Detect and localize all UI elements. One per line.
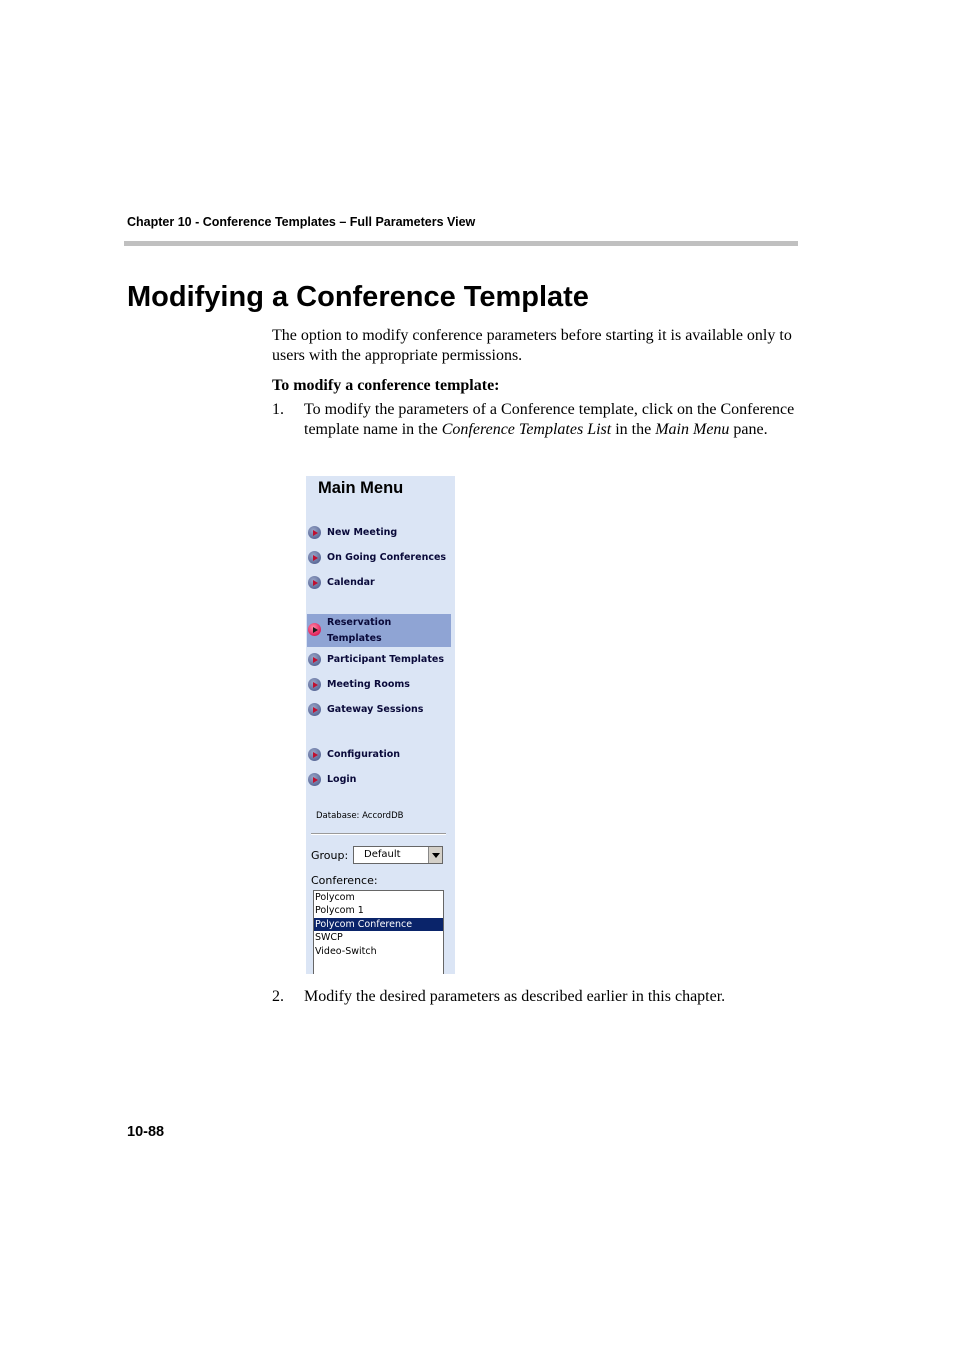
chevron-down-icon[interactable] xyxy=(428,847,442,863)
conference-option-selected[interactable]: Polycom Conference xyxy=(314,918,443,931)
conference-label: Conference: xyxy=(311,874,378,887)
menu-item-label: Configuration xyxy=(327,749,401,760)
arrow-bullet-icon xyxy=(308,773,321,786)
arrow-bullet-icon xyxy=(308,703,321,716)
procedure-heading: To modify a conference template: xyxy=(272,377,500,394)
menu-item-participant-templates[interactable] xyxy=(308,650,451,670)
arrow-bullet-icon xyxy=(308,576,321,589)
intro-paragraph: The option to modify conference parameters before starting it is available only to users with the appropriate permissions. xyxy=(272,327,792,364)
menu-item-login[interactable] xyxy=(308,770,451,790)
menu-item-configuration[interactable] xyxy=(308,745,451,765)
menu-item-label: New Meeting xyxy=(327,527,398,538)
arrow-bullet-icon xyxy=(308,623,321,636)
menu-item-calendar[interactable] xyxy=(308,573,451,593)
database-label: Database: AccordDB xyxy=(316,811,404,821)
main-menu-title: Main Menu xyxy=(318,479,404,497)
group-label: Group: xyxy=(311,849,349,862)
chapter-header: Chapter 10 - Conference Templates – Full Parameters View xyxy=(127,215,476,229)
arrow-bullet-icon xyxy=(308,678,321,691)
arrow-bullet-icon xyxy=(308,748,321,761)
main-menu-screenshot xyxy=(306,476,455,974)
header-rule xyxy=(124,241,798,246)
menu-item-label: Participant Templates xyxy=(327,654,444,665)
step-number: 1. xyxy=(272,401,284,418)
menu-item-label: Calendar xyxy=(327,577,375,588)
step-text-part: To modify the parameters of a Conference template, click on the Conference template name in the xyxy=(304,401,795,438)
menu-item-on-going-conferences[interactable] xyxy=(308,548,451,568)
step-number: 2. xyxy=(272,988,284,1005)
menu-item-label: Reservation Templates xyxy=(327,617,392,644)
menu-item-new-meeting[interactable] xyxy=(308,523,451,543)
menu-item-label: Meeting Rooms xyxy=(327,679,410,690)
page-title: Modifying a Conference Template xyxy=(127,281,589,313)
menu-item-meeting-rooms[interactable] xyxy=(308,675,451,695)
arrow-bullet-icon xyxy=(308,653,321,666)
page-number: 10-88 xyxy=(127,1124,165,1140)
conference-option[interactable]: Polycom xyxy=(315,892,355,903)
conference-option[interactable]: SWCP xyxy=(315,932,343,944)
step-text xyxy=(304,400,797,440)
step-emphasis: Conference Templates List xyxy=(441,421,612,438)
menu-item-reservation-templates[interactable] xyxy=(307,614,451,647)
group-select-value: Default xyxy=(364,849,401,860)
step-emphasis: Main Menu xyxy=(655,421,730,438)
arrow-bullet-icon xyxy=(308,551,321,564)
step-text-part: in the xyxy=(611,421,656,438)
step-text-part: pane. xyxy=(729,421,768,438)
conference-option[interactable]: Polycom 1 xyxy=(315,905,364,917)
conference-option[interactable]: Video-Switch xyxy=(315,945,377,957)
menu-item-label: Gateway Sessions xyxy=(327,704,424,715)
arrow-bullet-icon xyxy=(308,526,321,539)
conference-listbox[interactable] xyxy=(313,890,444,974)
group-select[interactable] xyxy=(353,846,443,864)
step-text: Modify the desired parameters as described earlier in this chapter. xyxy=(304,988,726,1005)
menu-item-gateway-sessions[interactable] xyxy=(308,700,451,720)
menu-item-label: On Going Conferences xyxy=(327,552,447,563)
menu-item-label: Login xyxy=(327,774,357,785)
menu-divider xyxy=(311,833,446,835)
